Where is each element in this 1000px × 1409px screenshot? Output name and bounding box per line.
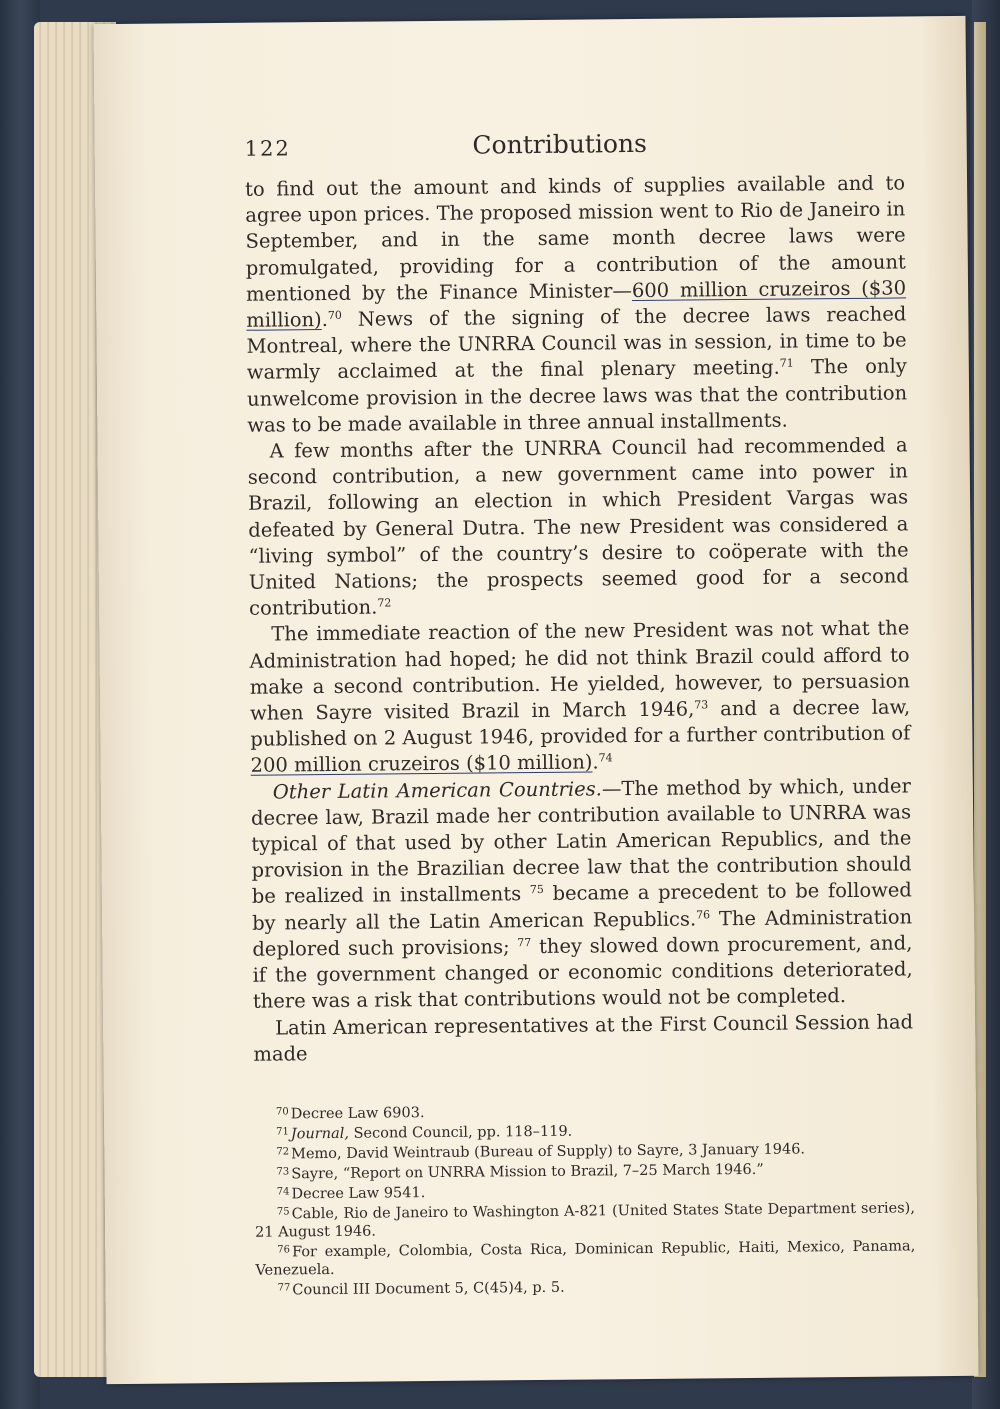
footnote-ref: 70: [327, 308, 342, 322]
paragraph-1: [245, 170, 907, 438]
text: to find out the amount and kinds of supplies available and to agree upon prices. The proposed mission went to Rio de Janeiro in September, and in the same month decree laws were promulgated, providing for a contribution of the amount mentioned by the Finance Minister—: [244, 171, 906, 306]
footnote-number: 76: [277, 1244, 291, 1256]
paragraph-4: [251, 773, 913, 1015]
footnote-text: Sayre, “Report on UNRRA Mission to Brazil, 7–25 March 1946.”: [291, 1161, 764, 1183]
text: .: [592, 750, 599, 774]
section-heading: Other Latin American Countries.: [272, 777, 603, 804]
footnote-number: 73: [276, 1166, 290, 1178]
text: and a decree law, published on 2 August 1946, provided for a further contribution of: [250, 695, 911, 752]
body-text: [245, 170, 914, 1067]
running-title: Contributions: [472, 128, 648, 160]
footnote-ref: 77: [517, 935, 532, 950]
footnote-text: Second Council, pp. 118–119.: [348, 1123, 573, 1142]
footnotes: [254, 1097, 916, 1299]
text: became a precedent to be followed by nearly all the Latin American Republics.: [252, 878, 912, 935]
footnote-text: Memo, David Weintraub (Bureau of Supply) to Sayre, 3 January 1946.: [291, 1141, 806, 1163]
footnote: [255, 1197, 915, 1241]
text: Latin American representatives at the First Council Session had made: [253, 1009, 914, 1066]
footnote-text: Decree Law 9541.: [291, 1184, 426, 1203]
footnote-text: Council III Document 5, C(45)4, p. 5.: [292, 1279, 565, 1299]
text: The immediate reaction of the new President was not what the Administration had hoped; he did not think Brazil could afford to make a second contribution. He yielded, however, to persuasion when Sayre visited Brazil in March 1946,: [249, 616, 910, 725]
page-content: [244, 68, 916, 1299]
footnote-text: Cable, Rio de Janeiro to Washington A-821 (United States State Department series), 21 August 1946.: [255, 1200, 915, 1241]
footnote-italic: Journal,: [290, 1125, 350, 1143]
text: they slowed down procurement, and, if the government changed or economic conditions deteriorated, there was a risk that contributions would not be completed.: [252, 931, 913, 1014]
footnote-number: 77: [277, 1282, 291, 1294]
footnote-ref: 72: [377, 596, 392, 610]
footnote-number: 74: [276, 1186, 290, 1198]
running-head: [245, 126, 905, 176]
footnote-number: 70: [275, 1106, 289, 1118]
footnote-ref: 71: [779, 356, 794, 371]
text: .: [321, 307, 328, 332]
footnote-text: Decree Law 6903.: [290, 1104, 425, 1123]
text: The only unwelcome provision in the decree laws was that the contribution was to be made available in three annual installments.: [246, 354, 908, 437]
footnote-number: 71: [276, 1126, 289, 1138]
book-page: [93, 16, 978, 1384]
underlined-amount: 600 million cruzeiros ($30 million): [246, 276, 907, 332]
footnote-ref: 76: [696, 908, 711, 922]
footnote-ref: 73: [694, 698, 709, 712]
footnote-number: 75: [276, 1206, 290, 1218]
footnote-text: For example, Colombia, Costa Rica, Dominican Republic, Haiti, Mexico, Panama, Venezuela.: [255, 1238, 916, 1279]
paragraph-3: [249, 616, 910, 780]
footnote-number: 72: [276, 1146, 290, 1158]
footnote-ref: 74: [598, 751, 613, 765]
text: The Administration deplored such provisions;: [252, 905, 913, 961]
text: —The method by which, under decree law, Brazil made her contribution available to UNRRA was typical of that used by other Latin American Republics, and the provision in the Brazilian decree law that the contribution should be realized in installments: [251, 774, 912, 909]
paragraph-5: [253, 1009, 913, 1068]
paragraph-2: [247, 432, 909, 622]
text: News of the signing of the decree laws reached Montreal, where the UNRRA Council was in session, in time to be warmly acclaimed at the final plenary meeting.: [246, 302, 907, 385]
underlined-amount: 200 million cruzeiros ($10 million): [250, 750, 593, 778]
page-number: 122: [244, 136, 291, 161]
footnote-ref: 75: [529, 883, 544, 897]
text: A few months after the UNRRA Council had recommended a second contribution, a new government came into power in Brazil, following an election in which President Vargas was defeated by General Dutra. The new President was considered a “living symbol” of the country’s desire to coöperate with the United Nations; the prospects seemed good for a second contribution.: [247, 433, 909, 620]
footnote: [255, 1235, 915, 1279]
